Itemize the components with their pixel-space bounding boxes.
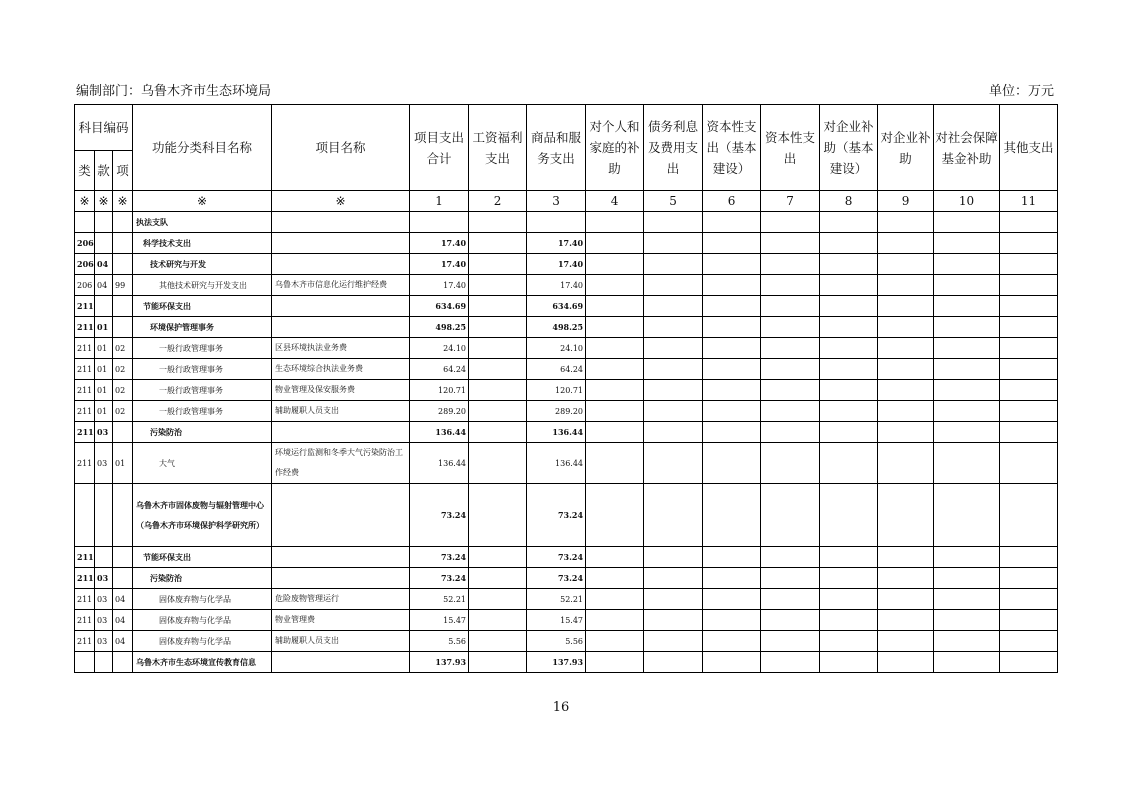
total-cell: 498.25 <box>410 317 469 338</box>
table-row <box>75 631 1058 652</box>
kuan-cell: 01 <box>95 338 113 359</box>
func-name-cell: 一般行政管理事务 <box>133 380 272 401</box>
lei-cell: 206 <box>75 254 95 275</box>
kuan-cell: 01 <box>95 317 113 338</box>
table-row <box>75 422 1058 443</box>
xiang-cell: 02 <box>113 401 133 422</box>
goods-cell: 5.56 <box>527 631 586 652</box>
xiang-cell <box>113 547 133 568</box>
kuan-cell <box>95 233 113 254</box>
goods-cell: 289.20 <box>527 401 586 422</box>
func-name-cell: 执法支队 <box>133 212 272 233</box>
func-name-cell: 固体废弃物与化学品 <box>133 589 272 610</box>
func-name-cell: 大气 <box>133 443 272 484</box>
kuan-cell: 03 <box>95 568 113 589</box>
total-cell: 73.24 <box>410 547 469 568</box>
table-row <box>75 359 1058 380</box>
total-cell: 136.44 <box>410 443 469 484</box>
index-cell: 8 <box>820 191 878 212</box>
xiang-cell <box>113 484 133 547</box>
xiang-cell: 02 <box>113 338 133 359</box>
table-row <box>75 275 1058 296</box>
total-cell: 120.71 <box>410 380 469 401</box>
func-name-cell: 一般行政管理事务 <box>133 359 272 380</box>
table-row <box>75 484 1058 547</box>
index-cell: 11 <box>1000 191 1058 212</box>
goods-cell: 136.44 <box>527 443 586 484</box>
kuan-cell <box>95 484 113 547</box>
project-name-cell <box>272 547 410 568</box>
lei-cell: 211 <box>75 443 95 484</box>
kuan-cell <box>95 212 113 233</box>
kuan-cell: 04 <box>95 254 113 275</box>
lei-cell: 206 <box>75 233 95 254</box>
project-name-cell: 乌鲁木齐市信息化运行维护经费 <box>272 275 410 296</box>
project-name-cell <box>272 652 410 673</box>
project-name-cell <box>272 568 410 589</box>
header-c4: 对个人和家庭的补助 <box>586 105 644 191</box>
lei-cell: 211 <box>75 589 95 610</box>
xiang-cell <box>113 652 133 673</box>
table-row <box>75 317 1058 338</box>
total-cell: 137.93 <box>410 652 469 673</box>
xiang-cell: 04 <box>113 589 133 610</box>
goods-cell: 73.24 <box>527 547 586 568</box>
header-xiang: 项 <box>113 151 133 191</box>
total-cell: 289.20 <box>410 401 469 422</box>
func-name-cell: 固体废弃物与化学品 <box>133 610 272 631</box>
project-name-cell: 区县环境执法业务费 <box>272 338 410 359</box>
kuan-cell <box>95 547 113 568</box>
table-row <box>75 212 1058 233</box>
lei-cell: 211 <box>75 568 95 589</box>
header-c8: 对企业补助（基本建设） <box>820 105 878 191</box>
func-name-cell: 固体废弃物与化学品 <box>133 631 272 652</box>
table-row <box>75 233 1058 254</box>
table-row <box>75 547 1058 568</box>
xiang-cell: 02 <box>113 380 133 401</box>
kuan-cell: 03 <box>95 422 113 443</box>
index-cell: 9 <box>878 191 934 212</box>
header-c10: 对社会保障基金补助 <box>934 105 1000 191</box>
table-row <box>75 338 1058 359</box>
kuan-cell <box>95 652 113 673</box>
func-name-cell: 乌鲁木齐市固体废物与辐射管理中心（乌鲁木齐市环境保护科学研究所） <box>133 484 272 547</box>
lei-cell: 211 <box>75 359 95 380</box>
header-c2: 工资福利支出 <box>469 105 527 191</box>
total-cell: 17.40 <box>410 254 469 275</box>
total-cell: 17.40 <box>410 233 469 254</box>
index-cell: 3 <box>527 191 586 212</box>
table-row <box>75 652 1058 673</box>
index-cell: ※ <box>75 191 95 212</box>
goods-cell: 17.40 <box>527 233 586 254</box>
kuan-cell: 03 <box>95 443 113 484</box>
header-c5: 债务利息及费用支出 <box>644 105 703 191</box>
project-name-cell: 辅助履职人员支出 <box>272 631 410 652</box>
xiang-cell: 04 <box>113 610 133 631</box>
table-row <box>75 401 1058 422</box>
index-cell: 6 <box>703 191 761 212</box>
lei-cell: 211 <box>75 422 95 443</box>
xiang-cell <box>113 233 133 254</box>
index-cell: 4 <box>586 191 644 212</box>
project-name-cell <box>272 233 410 254</box>
lei-cell <box>75 484 95 547</box>
header-func-name: 功能分类科目名称 <box>133 105 272 191</box>
kuan-cell: 01 <box>95 401 113 422</box>
page-number: 16 <box>552 700 570 715</box>
project-name-cell: 物业管理费 <box>272 610 410 631</box>
table-row <box>75 443 1058 484</box>
kuan-cell: 01 <box>95 359 113 380</box>
func-name-cell: 节能环保支出 <box>133 547 272 568</box>
func-name-cell: 技术研究与开发 <box>133 254 272 275</box>
total-cell: 24.10 <box>410 338 469 359</box>
func-name-cell: 节能环保支出 <box>133 296 272 317</box>
goods-cell: 498.25 <box>527 317 586 338</box>
func-name-cell: 污染防治 <box>133 422 272 443</box>
kuan-cell <box>95 296 113 317</box>
xiang-cell: 01 <box>113 443 133 484</box>
project-name-cell: 危险废物管理运行 <box>272 589 410 610</box>
goods-cell: 73.24 <box>527 568 586 589</box>
lei-cell: 211 <box>75 401 95 422</box>
project-name-cell: 辅助履职人员支出 <box>272 401 410 422</box>
index-cell: 1 <box>410 191 469 212</box>
goods-cell: 137.93 <box>527 652 586 673</box>
goods-cell: 17.40 <box>527 275 586 296</box>
lei-cell: 206 <box>75 275 95 296</box>
goods-cell: 73.24 <box>527 484 586 547</box>
total-cell: 73.24 <box>410 568 469 589</box>
goods-cell <box>527 212 586 233</box>
header-c9: 对企业补助 <box>878 105 934 191</box>
header-lei: 类 <box>75 151 95 191</box>
xiang-cell <box>113 212 133 233</box>
project-name-cell <box>272 296 410 317</box>
index-cell: 10 <box>934 191 1000 212</box>
header-kuan: 款 <box>95 151 113 191</box>
kuan-cell: 01 <box>95 380 113 401</box>
header-c11: 其他支出 <box>1000 105 1058 191</box>
xiang-cell: 04 <box>113 631 133 652</box>
project-name-cell <box>272 254 410 275</box>
expenditure-table <box>74 104 1058 673</box>
project-name-cell: 环境运行监测和冬季大气污染防治工作经费 <box>272 443 410 484</box>
total-cell: 17.40 <box>410 275 469 296</box>
header-project-name: 项目名称 <box>272 105 410 191</box>
department-label: 编制部门：乌鲁木齐市生态环境局 <box>76 84 272 99</box>
goods-cell: 136.44 <box>527 422 586 443</box>
goods-cell: 120.71 <box>527 380 586 401</box>
project-name-cell <box>272 422 410 443</box>
index-cell: 5 <box>644 191 703 212</box>
func-name-cell: 其他技术研究与开发支出 <box>133 275 272 296</box>
goods-cell: 52.21 <box>527 589 586 610</box>
kuan-cell: 03 <box>95 589 113 610</box>
goods-cell: 17.40 <box>527 254 586 275</box>
total-cell: 15.47 <box>410 610 469 631</box>
lei-cell: 211 <box>75 296 95 317</box>
index-cell: 7 <box>761 191 820 212</box>
table-row <box>75 568 1058 589</box>
project-name-cell <box>272 317 410 338</box>
project-name-cell <box>272 212 410 233</box>
header-c3: 商品和服务支出 <box>527 105 586 191</box>
index-cell: ※ <box>113 191 133 212</box>
project-name-cell: 物业管理及保安服务费 <box>272 380 410 401</box>
lei-cell: 211 <box>75 547 95 568</box>
index-row <box>75 191 1058 212</box>
func-name-cell: 一般行政管理事务 <box>133 338 272 359</box>
lei-cell: 211 <box>75 338 95 359</box>
xiang-cell: 99 <box>113 275 133 296</box>
xiang-cell <box>113 568 133 589</box>
header-code-group: 科目编码 <box>75 105 133 151</box>
lei-cell <box>75 652 95 673</box>
func-name-cell: 污染防治 <box>133 568 272 589</box>
total-cell: 136.44 <box>410 422 469 443</box>
goods-cell: 64.24 <box>527 359 586 380</box>
table-row <box>75 610 1058 631</box>
goods-cell: 15.47 <box>527 610 586 631</box>
goods-cell: 634.69 <box>527 296 586 317</box>
index-cell: ※ <box>95 191 113 212</box>
kuan-cell: 04 <box>95 275 113 296</box>
xiang-cell <box>113 254 133 275</box>
kuan-cell: 03 <box>95 631 113 652</box>
lei-cell: 211 <box>75 317 95 338</box>
project-name-cell: 生态环境综合执法业务费 <box>272 359 410 380</box>
xiang-cell: 02 <box>113 359 133 380</box>
index-cell: ※ <box>272 191 410 212</box>
xiang-cell <box>113 296 133 317</box>
table-row <box>75 380 1058 401</box>
total-cell <box>410 212 469 233</box>
table-row <box>75 254 1058 275</box>
func-name-cell: 环境保护管理事务 <box>133 317 272 338</box>
header-c6: 资本性支出（基本建设） <box>703 105 761 191</box>
kuan-cell: 03 <box>95 610 113 631</box>
project-name-cell <box>272 484 410 547</box>
func-name-cell: 乌鲁木齐市生态环境宣传教育信息 <box>133 652 272 673</box>
lei-cell: 211 <box>75 380 95 401</box>
total-cell: 64.24 <box>410 359 469 380</box>
header-c1: 项目支出合计 <box>410 105 469 191</box>
xiang-cell <box>113 422 133 443</box>
func-name-cell: 一般行政管理事务 <box>133 401 272 422</box>
header-c7: 资本性支出 <box>761 105 820 191</box>
index-cell: ※ <box>133 191 272 212</box>
table-row <box>75 296 1058 317</box>
lei-cell: 211 <box>75 610 95 631</box>
total-cell: 73.24 <box>410 484 469 547</box>
total-cell: 634.69 <box>410 296 469 317</box>
xiang-cell <box>113 317 133 338</box>
func-name-cell: 科学技术支出 <box>133 233 272 254</box>
total-cell: 52.21 <box>410 589 469 610</box>
goods-cell: 24.10 <box>527 338 586 359</box>
table-row <box>75 589 1058 610</box>
unit-label: 单位：万元 <box>988 84 1054 99</box>
lei-cell <box>75 212 95 233</box>
total-cell: 5.56 <box>410 631 469 652</box>
index-cell: 2 <box>469 191 527 212</box>
lei-cell: 211 <box>75 631 95 652</box>
